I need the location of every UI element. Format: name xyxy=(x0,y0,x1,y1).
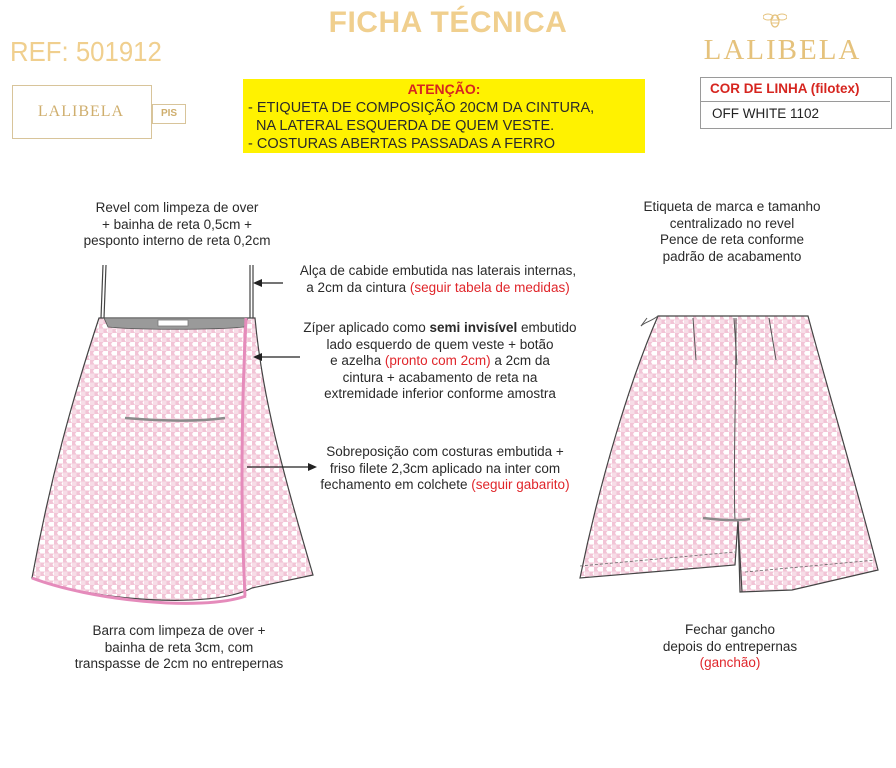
barra-note-line: bainha de reta 3cm, com xyxy=(104,639,254,655)
gancho-note xyxy=(640,622,820,672)
sobreposicao-note-red: (seguir gabarito) xyxy=(471,477,570,492)
thread-color-title: COR DE LINHA (filotex) xyxy=(710,81,860,96)
reference-code: REF: 501912 xyxy=(10,36,162,67)
ziper-note xyxy=(280,320,600,403)
attention-line-1: - ETIQUETA DE COMPOSIÇÃO 20CM DA CINTURA, xyxy=(248,100,595,116)
ziper-note-line: cintura + acabamento de reta na xyxy=(342,369,538,385)
page-title: FICHA TÉCNICA xyxy=(328,6,568,39)
revel-note xyxy=(62,200,292,250)
ziper-note-text: embutido xyxy=(517,320,577,335)
attention-line-3: - COSTURAS ABERTAS PASSADAS A FERRO xyxy=(248,136,555,152)
etiqueta-note xyxy=(622,199,842,265)
sobreposicao-note-line xyxy=(300,477,590,494)
gancho-note-line: Fechar gancho xyxy=(684,622,776,637)
etiqueta-note-line: Etiqueta de marca e tamanho xyxy=(643,199,821,214)
ziper-note-line: extremidade inferior conforme amostra xyxy=(324,386,556,401)
sobreposicao-note xyxy=(300,444,590,494)
sobreposicao-note-line: Sobreposição com costuras embutida + xyxy=(326,444,564,459)
revel-note-line: + bainha de reta 0,5cm + xyxy=(101,216,253,232)
revel-note-line: Revel com limpeza de over xyxy=(95,200,259,215)
back-view-drawing xyxy=(580,316,878,592)
attention-line-2: NA LATERAL ESQUERDA DE QUEM VESTE. xyxy=(248,118,555,134)
barra-note-line: Barra com limpeza de over + xyxy=(92,623,266,638)
brand-logo: LALIBELA xyxy=(703,34,862,66)
ziper-note-line xyxy=(280,353,600,370)
barra-note xyxy=(55,623,303,673)
ziper-note-text: a 2cm da xyxy=(490,353,550,368)
ziper-note-text: e azelha xyxy=(330,353,385,368)
etiqueta-note-line: padrão de acabamento xyxy=(662,248,802,264)
thread-color-value: OFF WHITE 1102 xyxy=(712,106,820,121)
ziper-note-text: Zíper aplicado como xyxy=(303,320,430,335)
etiqueta-note-line: centralizado no revel xyxy=(669,215,795,231)
ziper-note-bold: semi invisível xyxy=(429,320,518,335)
attention-title: ATENÇÃO: xyxy=(407,81,481,97)
pis-tag: PIS xyxy=(152,104,186,124)
etiqueta-note-line: Pence de reta conforme xyxy=(659,232,805,247)
gancho-note-red: (ganchão) xyxy=(699,655,761,670)
barra-note-line: transpasse de 2cm no entrepernas xyxy=(74,656,284,671)
ziper-note-line: lado esquerdo de quem veste + botão xyxy=(326,336,554,352)
ziper-note-red: (pronto com 2cm) xyxy=(384,353,491,368)
ziper-note-line xyxy=(280,320,600,337)
revel-note-line: pesponto interno de reta 0,2cm xyxy=(83,233,271,248)
sobreposicao-note-line: friso filete 2,3cm aplicado na inter com xyxy=(329,460,561,476)
alca-note-line: Alça de cabide embutida nas laterais internas, xyxy=(299,263,577,278)
alca-note-red: (seguir tabela de medidas) xyxy=(409,279,570,295)
label-logo-text: LALIBELA xyxy=(37,103,125,120)
alca-note-text: a 2cm da cintura xyxy=(306,279,410,295)
front-view-drawing xyxy=(32,265,317,603)
sobreposicao-note-text: fechamento em colchete xyxy=(320,477,472,492)
alca-note xyxy=(283,263,593,296)
alca-note-line xyxy=(283,280,593,297)
gancho-note-line: depois do entrepernas xyxy=(662,638,798,654)
